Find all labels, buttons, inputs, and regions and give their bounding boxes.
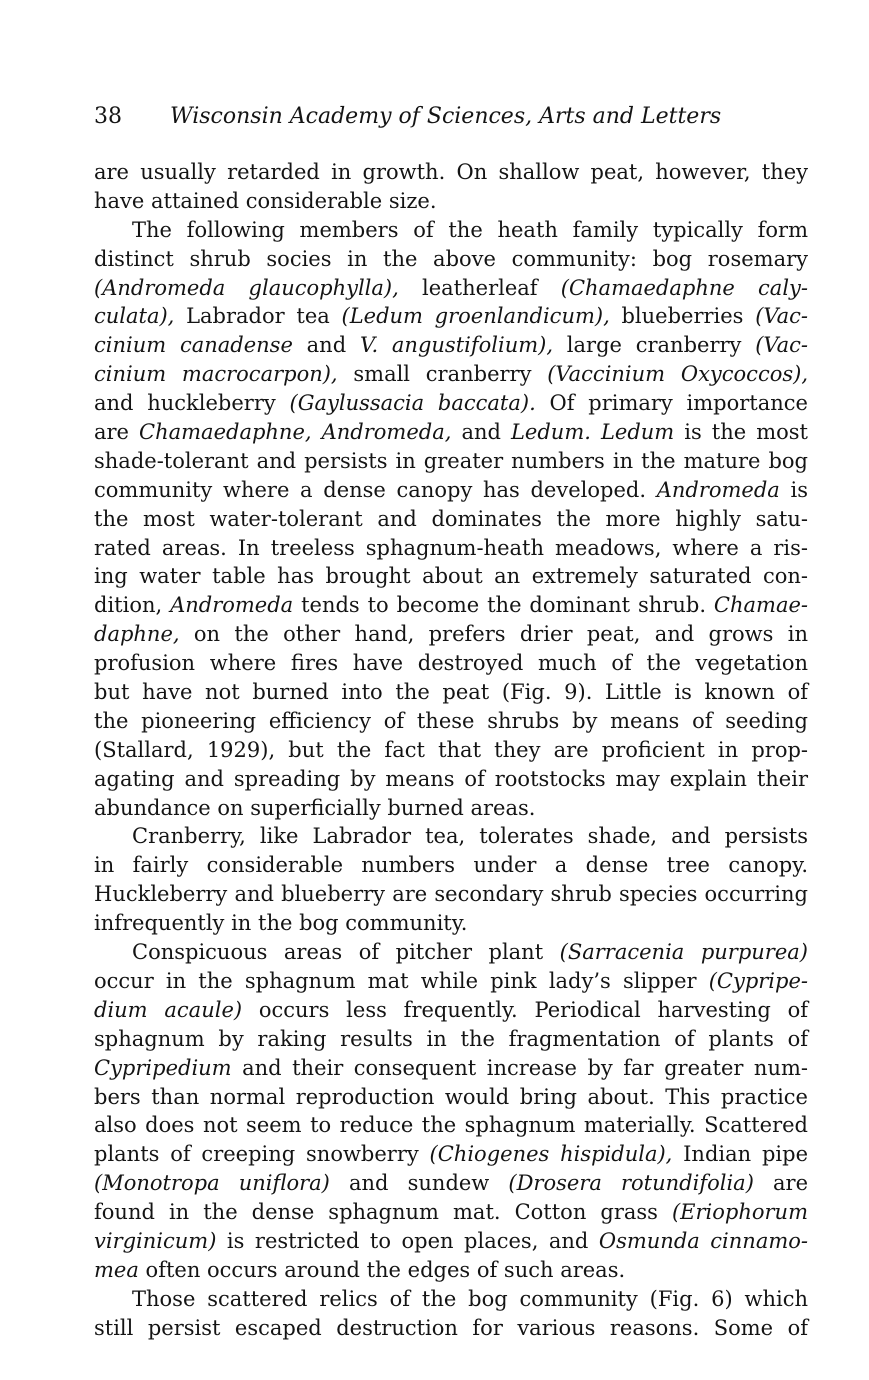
italic-run: Cypripedium — [94, 1055, 232, 1080]
text-line — [94, 1169, 808, 1198]
text-run: dition, — [94, 593, 171, 618]
italic-run: (Ledum groenlandicum), — [341, 304, 610, 329]
text-line — [94, 620, 808, 649]
text-line — [94, 996, 808, 1025]
text-run: distinct shrub socies in the above community: bog rosemary — [94, 246, 808, 271]
running-head — [94, 100, 754, 134]
text-run: still persist escaped destruction for various reasons. Some of — [94, 1315, 808, 1340]
italic-run: Chamae- — [713, 593, 808, 618]
italic-run: Andromeda — [170, 593, 294, 618]
running-title: Wisconsin Academy of Sciences, Arts and Letters — [170, 104, 722, 129]
text-line — [94, 909, 808, 938]
text-line — [94, 1025, 808, 1054]
text-line — [94, 476, 808, 505]
italic-run: (Vaccinium Oxycoccos), — [547, 362, 808, 387]
text-line — [94, 331, 808, 360]
italic-run: cinium canadense — [94, 333, 293, 358]
text-run: and — [451, 420, 511, 445]
text-run: shade-tolerant and persists in greater numbers in the mature bog — [94, 448, 808, 473]
text-run: is — [779, 477, 808, 502]
text-run: tends to become the dominant shrub. — [293, 593, 714, 618]
text-line — [94, 1256, 808, 1285]
italic-run: (Vac- — [755, 304, 808, 329]
text-run: infrequently in the bog community. — [94, 911, 468, 936]
italic-run: Andromeda — [656, 477, 780, 502]
italic-run: virginicum) — [94, 1228, 217, 1253]
text-run: Of primary importance — [535, 391, 808, 416]
text-line — [94, 851, 808, 880]
text-line — [94, 1198, 808, 1227]
text-run: bers than normal reproduction would bring about. This practice — [94, 1084, 808, 1109]
text-line — [94, 1314, 808, 1343]
text-line — [94, 302, 808, 331]
text-line — [94, 418, 808, 447]
text-run: Those scattered relics of the bog community (Fig. 6) which — [132, 1286, 808, 1311]
italic-run: culata), — [94, 304, 175, 329]
text-run: Indian pipe — [672, 1142, 808, 1167]
text-line — [94, 1054, 808, 1083]
text-line — [94, 360, 808, 389]
text-run: leatherleaf — [398, 275, 561, 300]
italic-run: (Chiogenes hispidula), — [429, 1142, 673, 1167]
text-run: the most water-tolerant and dominates the more highly satu- — [94, 506, 808, 531]
text-line — [94, 505, 808, 534]
text-run: profusion where fires have destroyed much of the vegetation — [94, 651, 808, 676]
italic-run: Ledum. Ledum — [510, 420, 675, 445]
text-line — [94, 649, 808, 678]
text-line — [94, 765, 808, 794]
text-run: found in the dense sphagnum mat. Cotton grass — [94, 1200, 672, 1225]
text-run: have attained considerable size. — [94, 188, 437, 213]
text-run: also does not seem to reduce the sphagnum materially. Scattered — [94, 1113, 808, 1138]
text-run: blueberries — [609, 304, 756, 329]
italic-run: Osmunda cinnamo- — [598, 1228, 808, 1253]
text-run: Conspicuous areas of pitcher plant — [132, 940, 560, 965]
text-run: ing water table has brought about an extremely saturated con- — [94, 564, 808, 589]
italic-run: (Cypripe- — [708, 968, 808, 993]
text-line — [94, 1111, 808, 1140]
paragraph-start-line — [94, 1285, 808, 1314]
text-line — [94, 1140, 808, 1169]
text-line — [94, 967, 808, 996]
italic-run: (Vac- — [755, 333, 808, 358]
text-line — [94, 534, 808, 563]
text-run: large cranberry — [553, 333, 756, 358]
page-number: 38 — [94, 104, 122, 129]
text-run: occurs less frequently. Periodical harvesting of — [242, 997, 808, 1022]
text-run: and their consequent increase by far greater num- — [231, 1055, 808, 1080]
text-run: agating and spreading by means of rootstocks may explain their — [94, 766, 808, 791]
text-line — [94, 678, 808, 707]
text-line — [94, 880, 808, 909]
text-run: sphagnum by raking results in the fragmentation of plants of — [94, 1026, 808, 1051]
italic-run: (Drosera rotundifolia) — [508, 1171, 754, 1196]
italic-run: (Chamaedaphne caly- — [560, 275, 808, 300]
text-run: rated areas. In treeless sphagnum-heath meadows, where a ris- — [94, 535, 808, 560]
text-line — [94, 736, 808, 765]
text-line — [94, 389, 808, 418]
text-run: in fairly considerable numbers under a dense tree canopy. — [94, 853, 808, 878]
text-run: The following members of the heath family typically form — [132, 217, 808, 242]
paragraph-start-line — [94, 822, 808, 851]
italic-run: (Andromeda glaucophylla), — [94, 275, 399, 300]
text-run: often occurs around the edges of such areas. — [138, 1257, 626, 1282]
italic-run: (Monotropa uniflora) — [94, 1171, 330, 1196]
text-run: is the most — [674, 420, 808, 445]
text-run: the pioneering efficiency of these shrubs by means of seeding — [94, 708, 808, 733]
text-run: is restricted to open places, and — [216, 1228, 599, 1253]
italic-run: V. angustifolium), — [359, 333, 554, 358]
text-line — [94, 187, 808, 216]
paragraph-start-line — [94, 216, 808, 245]
paragraph-start-line — [94, 938, 808, 967]
text-line — [94, 707, 808, 736]
text-run: are usually retarded in growth. On shallow peat, however, they — [94, 160, 808, 184]
text-run: and — [292, 333, 360, 358]
text-line — [94, 591, 808, 620]
text-line — [94, 562, 808, 591]
text-run: and sundew — [329, 1171, 509, 1196]
text-line — [94, 274, 808, 303]
body-text — [94, 158, 808, 1343]
italic-run: dium acaule) — [94, 997, 243, 1022]
italic-run: (Eriophorum — [671, 1200, 808, 1225]
italic-run: cinium macrocarpon), — [94, 362, 338, 387]
text-run: (Stallard, 1929), but the fact that they are proficient in prop- — [94, 737, 808, 762]
text-run: plants of creeping snowberry — [94, 1142, 430, 1167]
text-run: but have not burned into the peat (Fig. 9). Little is known of — [94, 680, 808, 705]
text-run: occur in the sphagnum mat while pink lady’s slipper — [94, 968, 709, 993]
text-run: on the other hand, prefers drier peat, and grows in — [179, 622, 808, 647]
italic-run: daphne, — [94, 622, 180, 647]
text-run: Huckleberry and blueberry are secondary shrub species occurring — [94, 882, 808, 907]
text-run: are — [753, 1171, 808, 1196]
text-line — [94, 794, 808, 823]
text-run: abundance on superficially burned areas. — [94, 795, 536, 820]
italic-run: mea — [94, 1257, 139, 1282]
text-run: Cranberry, like Labrador tea, tolerates shade, and persists — [132, 824, 808, 849]
text-line — [94, 447, 808, 476]
text-run: community where a dense canopy has developed. — [94, 477, 657, 502]
italic-run: (Gaylussacia baccata). — [289, 391, 536, 416]
text-line — [94, 1083, 808, 1112]
text-run: Labrador tea — [174, 304, 342, 329]
text-line — [94, 158, 808, 187]
text-line — [94, 1227, 808, 1256]
text-run: and huckleberry — [94, 391, 290, 416]
italic-run: (Sarracenia purpurea) — [559, 940, 808, 965]
text-run: are — [94, 420, 140, 445]
italic-run: Chamaedaphne, Andromeda, — [139, 420, 452, 445]
text-line — [94, 245, 808, 274]
text-run: small cranberry — [337, 362, 548, 387]
